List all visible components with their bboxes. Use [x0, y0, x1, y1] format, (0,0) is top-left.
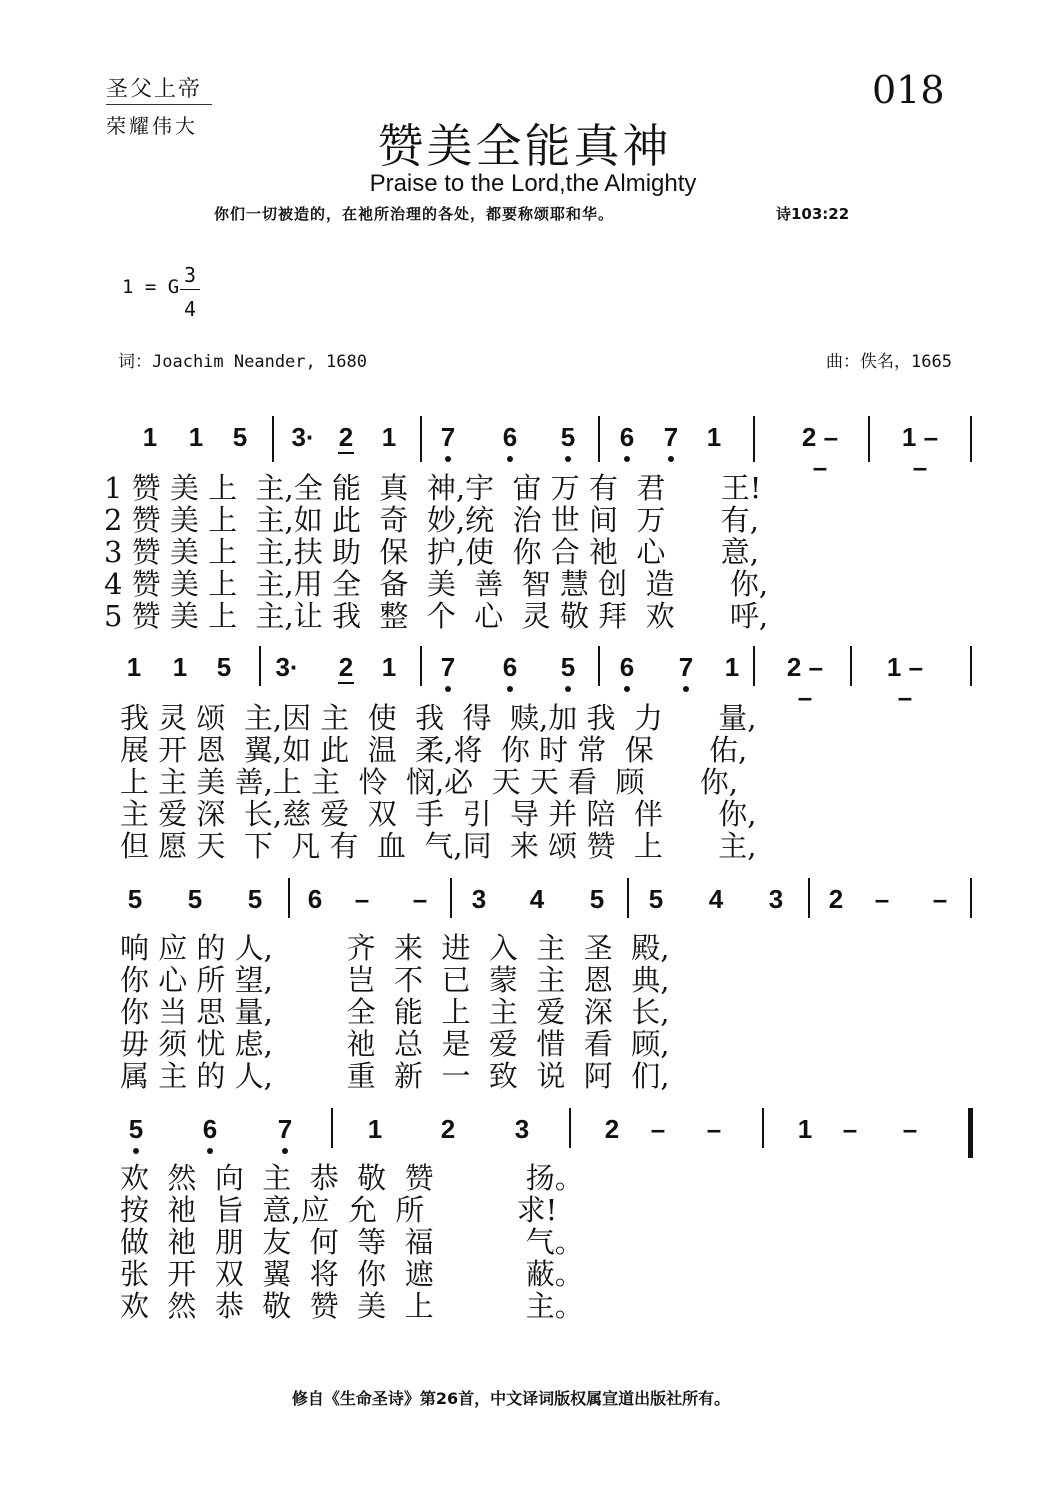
lyric-line: 欢 然 向 主 恭 敬 赞 扬。: [120, 1161, 584, 1195]
note-value: 5: [560, 652, 576, 682]
note-value: 2: [828, 884, 844, 914]
jianpu-note: [548, 652, 588, 682]
note-value: 5: [560, 422, 576, 452]
note-value: 2: [604, 1114, 620, 1144]
note-value: 5: [187, 884, 203, 914]
note-value: 2: [338, 652, 354, 682]
note-value: 1: [367, 1114, 383, 1144]
scripture-verse: 你们一切被造的，在祂所治理的各处，都要称颂耶和华。: [214, 205, 615, 223]
category-divider: [106, 104, 212, 105]
note-value: –: [842, 1114, 858, 1144]
lyric-line: 主 爱 深 长,慈 爱 双 手 引 导 并 陪 伴 你,: [120, 797, 757, 831]
jianpu-note: [326, 652, 366, 682]
note-value: 1: [381, 422, 397, 452]
jianpu-note: [712, 652, 752, 682]
jianpu-note: [326, 422, 366, 452]
lyric-line: 你 当 思 量, 全 能 上 主 爱 深 长,: [120, 995, 670, 1029]
copyright-footer: 修自《生命圣诗》第26首，中文译词版权属宣道出版社所有。: [291, 1389, 731, 1408]
key-signature: 1 = G: [122, 276, 180, 298]
barline: [970, 646, 972, 686]
barline: [272, 416, 274, 462]
note-value: –: [650, 1114, 666, 1144]
octave-dot-below: [668, 456, 674, 462]
lyricist-credit: 词：Joachim Neander, 1680: [118, 352, 367, 372]
barline: [420, 646, 422, 686]
lyric-line: 展 开 恩 翼,如 此 温 柔,将 你 时 常 保 佑,: [120, 733, 748, 767]
barline: [569, 1108, 571, 1148]
note-value: –: [932, 884, 948, 914]
octave-dot-below: [207, 1148, 213, 1154]
note-value: 5: [127, 884, 143, 914]
octave-dot-below: [624, 456, 630, 462]
lyric-line: 1 赞 美 上 主,全 能 真 神,宇 宙 万 有 君 王!: [104, 471, 762, 505]
note-value: 3·: [275, 652, 299, 682]
note-value: 1: [724, 652, 740, 682]
note-value: 3: [514, 1114, 530, 1144]
note-value: 7: [663, 422, 679, 452]
note-value: –: [874, 884, 890, 914]
jianpu-note: [577, 884, 617, 914]
jianpu-note: [502, 1114, 542, 1144]
lyric-line: 我 灵 颂 主,因 主 使 我 得 赎,加 我 力 量,: [120, 701, 757, 735]
note-value: 3·: [291, 422, 315, 452]
jianpu-note: [116, 1114, 156, 1144]
jianpu-note: [428, 652, 468, 682]
jianpu-note: [130, 422, 170, 452]
scripture-reference: 诗103:22: [776, 205, 850, 223]
note-value: –: [354, 884, 370, 914]
jianpu-note: [490, 422, 530, 452]
note-value: 1 – –: [886, 652, 924, 712]
octave-dot-below: [445, 686, 451, 692]
jianpu-note: [355, 1114, 395, 1144]
sustain-dash: [638, 1114, 678, 1144]
note-value: –: [706, 1114, 722, 1144]
note-value: –: [902, 1114, 918, 1144]
jianpu-note: [295, 884, 335, 914]
note-value: 6: [307, 884, 323, 914]
lyric-line: 响 应 的 人, 齐 来 进 入 主 圣 殿,: [120, 931, 670, 965]
lyric-line: 你 心 所 望, 岂 不 已 蒙 主 恩 典,: [120, 963, 670, 997]
note-value: 5: [247, 884, 263, 914]
jianpu-note: [900, 422, 940, 482]
jianpu-note: [204, 652, 244, 682]
jianpu-note: [265, 1114, 305, 1144]
octave-dot-below: [445, 456, 451, 462]
octave-dot-below: [282, 1148, 288, 1154]
jianpu-note: [607, 422, 647, 452]
jianpu-note: [369, 652, 409, 682]
note-value: 7: [678, 652, 694, 682]
eighth-underline: [338, 682, 354, 684]
sustain-dash: [862, 884, 902, 914]
time-signature-bottom: 4: [183, 297, 197, 321]
barline: [598, 416, 600, 462]
octave-dot-below: [133, 1148, 139, 1154]
jianpu-note: [607, 652, 647, 682]
jianpu-note: [220, 422, 260, 452]
note-value: 5: [648, 884, 664, 914]
category-main: 圣父上帝: [106, 77, 203, 102]
barline: [868, 416, 870, 462]
jianpu-note: [696, 884, 736, 914]
final-barline: [968, 1108, 973, 1158]
sustain-dash: [920, 884, 960, 914]
composer-credit: 曲：佚名，1665: [826, 352, 952, 372]
jianpu-note: [283, 422, 323, 452]
jianpu-note: [176, 422, 216, 452]
barline: [753, 416, 755, 462]
note-value: 6: [619, 652, 635, 682]
jianpu-note: [666, 652, 706, 682]
jianpu-note: [428, 1114, 468, 1144]
lyric-line: 上 主 美 善,上 主 怜 悯,必 天 天 看 顾 你,: [120, 765, 739, 799]
lyric-line: 张 开 双 翼 将 你 遮 蔽。: [120, 1257, 584, 1291]
category-sub: 荣耀伟大: [106, 114, 198, 138]
note-value: 1: [381, 652, 397, 682]
lyric-line: 毋 须 忧 虑, 祂 总 是 爱 惜 看 顾,: [120, 1027, 670, 1061]
sustain-dash: [890, 1114, 930, 1144]
hymn-title-english: Praise to the Lord,the Almighty: [369, 170, 697, 197]
jianpu-note: [459, 884, 499, 914]
barline: [420, 416, 422, 462]
jianpu-note: [235, 884, 275, 914]
barline: [808, 878, 810, 918]
jianpu-note: [115, 884, 155, 914]
barline: [331, 1108, 333, 1148]
lyric-line: 2 赞 美 上 主,如 此 奇 妙,统 治 世 间 万 有,: [104, 503, 759, 537]
jianpu-note: [694, 422, 734, 452]
note-value: 6: [502, 422, 518, 452]
octave-dot-below: [565, 686, 571, 692]
note-value: 5: [232, 422, 248, 452]
note-value: 2: [338, 422, 354, 452]
sustain-dash: [342, 884, 382, 914]
note-value: –: [412, 884, 428, 914]
barline: [288, 878, 290, 918]
barline: [598, 646, 600, 686]
note-value: 3: [471, 884, 487, 914]
note-value: 7: [440, 652, 456, 682]
note-value: 5: [589, 884, 605, 914]
note-value: 5: [128, 1114, 144, 1144]
note-value: 1: [172, 652, 188, 682]
note-value: 7: [440, 422, 456, 452]
octave-dot-below: [507, 456, 513, 462]
note-value: 6: [502, 652, 518, 682]
jianpu-note: [490, 652, 530, 682]
jianpu-note: [175, 884, 215, 914]
note-value: 1: [706, 422, 722, 452]
octave-dot-below: [507, 686, 513, 692]
note-value: 5: [216, 652, 232, 682]
jianpu-note: [517, 884, 557, 914]
note-value: 2 – –: [801, 422, 839, 482]
octave-dot-below: [565, 456, 571, 462]
jianpu-note: [800, 422, 840, 482]
lyric-line: 4 赞 美 上 主,用 全 备 美 善 智 慧 创 造 你,: [104, 567, 769, 601]
note-value: 4: [529, 884, 545, 914]
note-value: 2 – –: [786, 652, 824, 712]
lyric-line: 属 主 的 人, 重 新 一 致 说 阿 们,: [120, 1059, 670, 1093]
lyric-line: 3 赞 美 上 主,扶 助 保 护,使 你 合 祂 心 意,: [104, 535, 759, 569]
hymn-number: 018: [872, 68, 945, 112]
barline: [753, 646, 755, 686]
note-value: 1: [797, 1114, 813, 1144]
sustain-dash: [830, 1114, 870, 1144]
barline: [970, 416, 972, 462]
barline: [970, 878, 972, 918]
jianpu-note: [636, 884, 676, 914]
note-value: 1: [126, 652, 142, 682]
note-value: 6: [202, 1114, 218, 1144]
hymn-title-chinese: 赞美全能真神: [377, 119, 672, 173]
jianpu-note: [885, 652, 925, 712]
jianpu-note: [267, 652, 307, 682]
jianpu-note: [785, 652, 825, 712]
lyric-line: 欢 然 恭 敬 赞 美 上 主。: [120, 1289, 584, 1323]
lyric-line: 按 祂 旨 意,应 允 所 求!: [120, 1193, 558, 1227]
jianpu-note: [756, 884, 796, 914]
jianpu-note: [816, 884, 856, 914]
time-signature: [180, 262, 200, 322]
time-signature-line: [180, 289, 200, 290]
jianpu-note: [190, 1114, 230, 1144]
lyric-line: 5 赞 美 上 主,让 我 整 个 心 灵 敬 拜 欢 呼,: [104, 599, 769, 633]
jianpu-note: [548, 422, 588, 452]
note-value: 7: [277, 1114, 293, 1144]
lyric-line: 但 愿 天 下 凡 有 血 气,同 来 颂 赞 上 主,: [120, 829, 757, 863]
note-value: 3: [768, 884, 784, 914]
note-value: 1: [142, 422, 158, 452]
time-signature-top: 3: [183, 263, 197, 287]
barline: [259, 646, 261, 686]
lyric-line: 做 祂 朋 友 何 等 福 气。: [120, 1225, 584, 1259]
barline: [762, 1108, 764, 1148]
note-value: 6: [619, 422, 635, 452]
sustain-dash: [694, 1114, 734, 1144]
eighth-underline: [338, 452, 354, 454]
octave-dot-below: [624, 686, 630, 692]
jianpu-note: [160, 652, 200, 682]
note-value: 1 – –: [901, 422, 939, 482]
jianpu-note: [651, 422, 691, 452]
jianpu-note: [114, 652, 154, 682]
jianpu-note: [785, 1114, 825, 1144]
jianpu-note: [428, 422, 468, 452]
octave-dot-below: [683, 686, 689, 692]
note-value: 2: [440, 1114, 456, 1144]
note-value: 4: [708, 884, 724, 914]
note-value: 1: [188, 422, 204, 452]
jianpu-note: [369, 422, 409, 452]
barline: [450, 878, 452, 918]
barline: [627, 878, 629, 918]
sustain-dash: [400, 884, 440, 914]
barline: [850, 646, 852, 686]
jianpu-note: [592, 1114, 632, 1144]
